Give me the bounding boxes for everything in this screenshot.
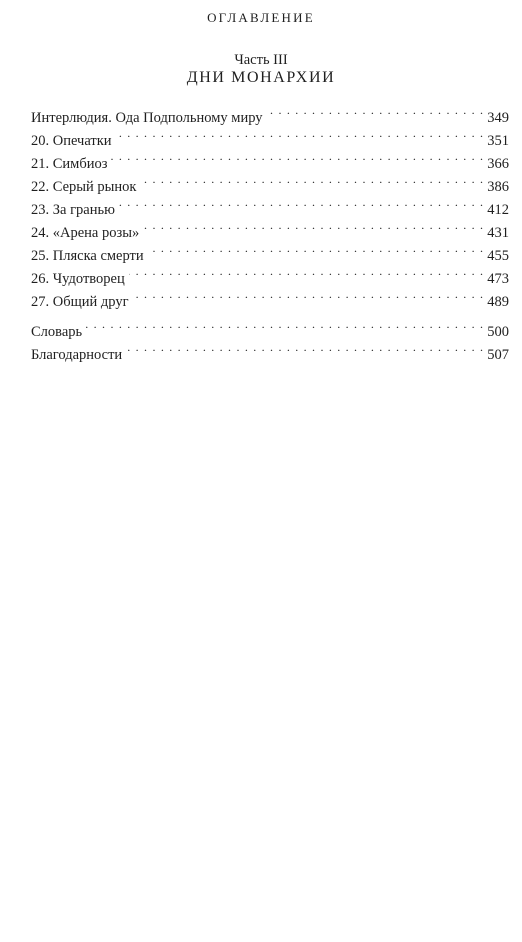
toc-entry-page: 386 [487, 179, 509, 195]
toc-entry[interactable] [31, 336, 509, 363]
toc-entry-page: 455 [487, 248, 509, 264]
toc-back-matter-list [31, 313, 509, 363]
toc-entry-page: 500 [487, 324, 509, 340]
toc-entry-title: 24. «Арена розы» [31, 225, 140, 241]
toc-entry[interactable] [31, 99, 509, 126]
dot-leader [140, 168, 484, 191]
toc-entry-title: 26. Чудотворец [31, 271, 125, 287]
toc-entry-page: 507 [487, 347, 509, 363]
toc-entry-title: 20. Опечатки [31, 133, 112, 149]
dot-leader [143, 214, 484, 237]
running-head: ОГЛАВЛЕНИЕ [207, 10, 315, 25]
toc-entry-page: 473 [487, 271, 509, 287]
toc-entry-title: 21. Симбиоз [31, 156, 108, 172]
toc-entry-page: 412 [487, 202, 509, 218]
dot-leader [267, 99, 485, 122]
toc-entry-page: 366 [487, 156, 509, 172]
toc-entry-page: 431 [487, 225, 509, 241]
dot-leader [148, 237, 485, 260]
part-title: ДНИ МОНАРХИИ [186, 69, 336, 86]
toc-chapter-list [31, 99, 509, 310]
toc-entry-title: Интерлюдия. Ода Подпольному миру [31, 110, 263, 126]
toc-entry-title: 22. Серый рынок [31, 179, 137, 195]
dot-leader [119, 191, 484, 214]
toc-entry-title: Словарь [31, 324, 83, 340]
dot-leader [133, 283, 485, 306]
toc-entry-title: 25. Пляска смерти [31, 248, 144, 264]
dot-leader [129, 260, 485, 283]
dot-leader [86, 313, 484, 336]
toc-entry-page: 349 [487, 110, 509, 126]
toc-entry[interactable] [31, 313, 509, 340]
toc-entry-page: 489 [487, 294, 509, 310]
dot-leader [126, 336, 484, 359]
dot-leader [116, 122, 485, 145]
toc-entry-page: 351 [487, 133, 509, 149]
dot-leader [111, 145, 484, 168]
part-label: Часть III [234, 52, 288, 68]
toc-entry-title: Благодарности [31, 347, 123, 363]
toc-entry-title: 23. За гранью [31, 202, 115, 218]
toc-entry-title: 27. Общий друг [31, 294, 129, 310]
